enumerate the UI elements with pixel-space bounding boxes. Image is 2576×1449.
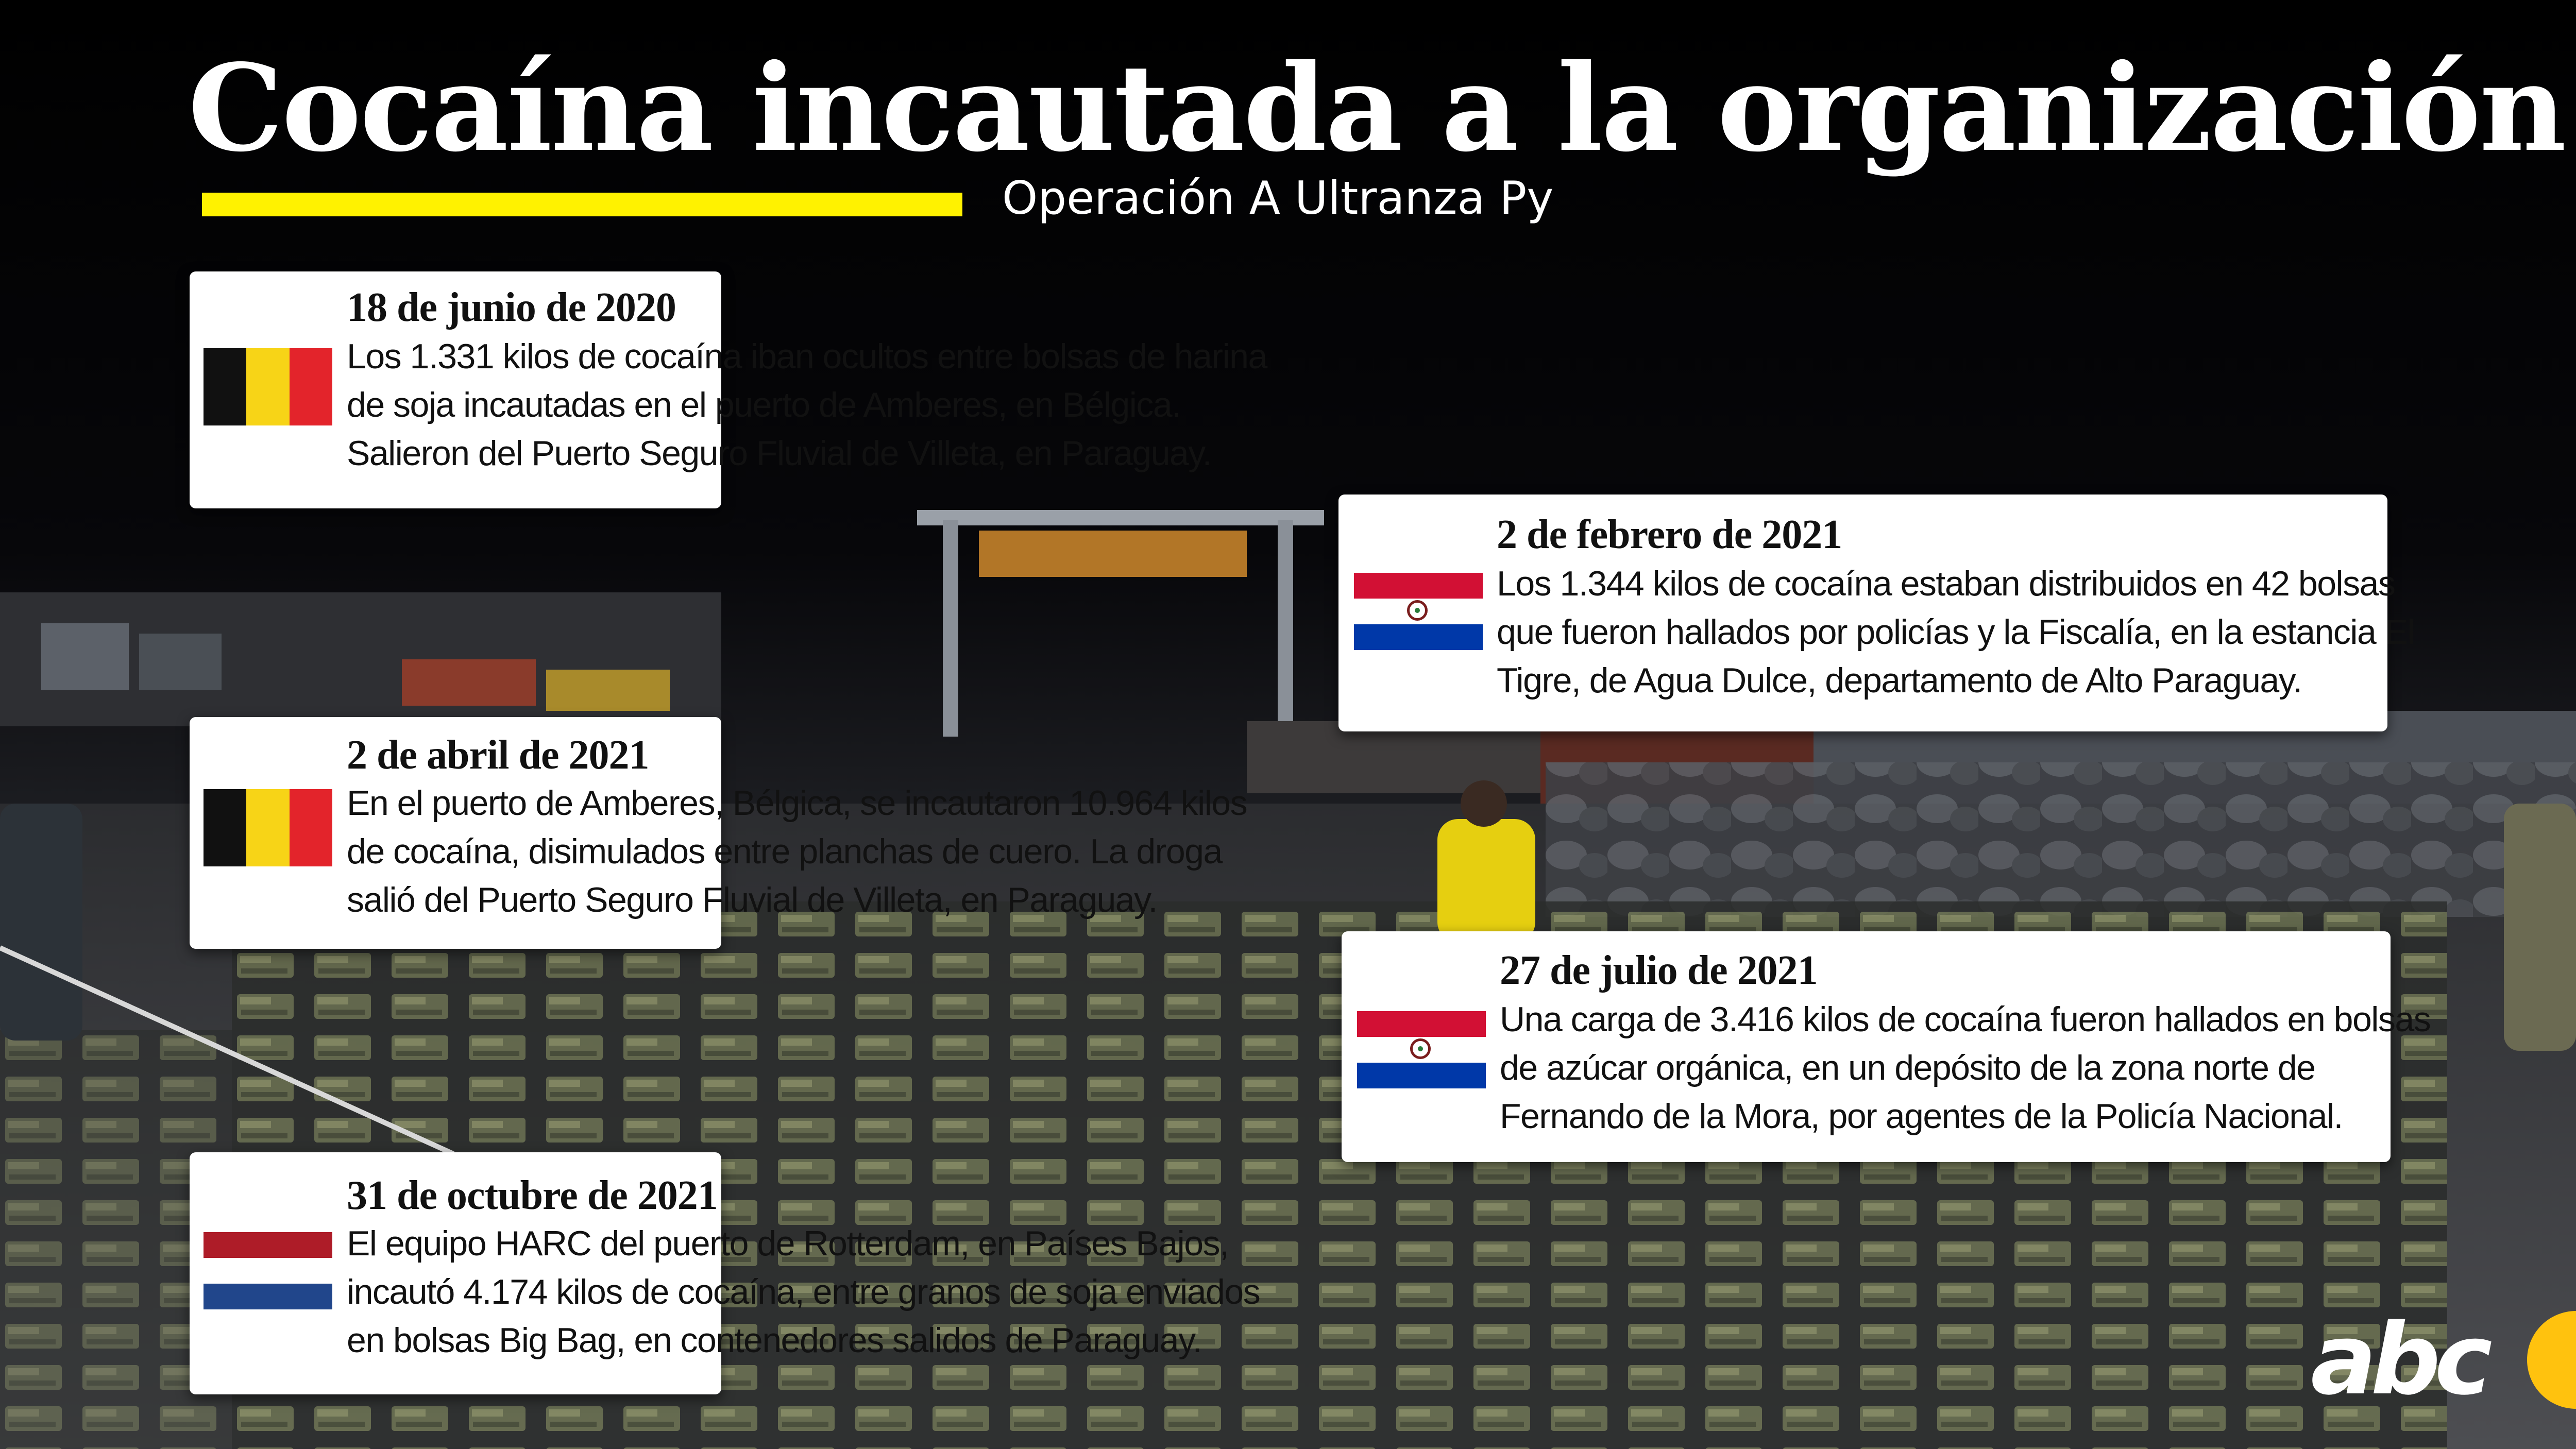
page-title: Cocaína incautada a la organización [188,38,2565,178]
netherlands-flag-icon [204,1232,332,1309]
event-card-3 [190,717,1247,949]
event-date: 18 de junio de 2020 [347,285,676,330]
event-description: Una carga de 3.416 kilos de cocaína fueron hallados en bolsas de azúcar orgánica, en un depósito de la zona norte de Fernando de la Mora, por agentes de la Policía Nacional. [1500,1000,2431,1136]
page-subtitle: Operación A Ultranza Py [1002,172,1554,225]
paraguay-flag-icon [1354,573,1483,650]
belgium-flag-icon [204,789,332,866]
event-card-4 [1342,931,2431,1162]
event-card-1 [190,271,1267,508]
paraguay-seal-icon [1410,1038,1431,1059]
event-date: 2 de febrero de 2021 [1497,512,1842,557]
event-date: 27 de julio de 2021 [1500,948,1818,993]
abc-logo: abc [2311,1303,2486,1417]
title-underline-bar [202,193,962,216]
event-description: Los 1.331 kilos de cocaína iban ocultos entre bolsas de harina de soja incautadas en el puerto de Amberes, en Bélgica. Salieron del Puerto Seguro Fluvial de Villeta, en Paraguay. [347,337,1267,473]
event-card-2 [1338,495,2415,731]
event-date: 31 de octubre de 2021 [347,1173,718,1218]
paraguay-seal-icon [1407,600,1428,621]
event-description: Los 1.344 kilos de cocaína estaban distribuidos en 42 bolsas que fueron hallados por policías y la Fiscalía, en la estancia El Tigre, de Agua Dulce, departamento de Alto Paraguay. [1497,564,2415,700]
belgium-flag-icon [204,348,332,425]
event-date: 2 de abril de 2021 [347,732,649,778]
event-description: El equipo HARC del puerto de Rotterdam, en Países Bajos, incautó 4.174 kilos de cocaína, entre granos de soja enviados en bolsas Big Bag, en contenedores salidos de Paraguay. [347,1224,1260,1360]
event-card-5 [190,1152,1260,1394]
event-description: En el puerto de Amberes, Bélgica, se incautaron 10.964 kilos de cocaína, disimulados entre planchas de cuero. La droga salió del Puerto Seguro Fluvial de Villeta, en Paraguay. [347,783,1247,919]
paraguay-flag-icon [1357,1011,1486,1088]
